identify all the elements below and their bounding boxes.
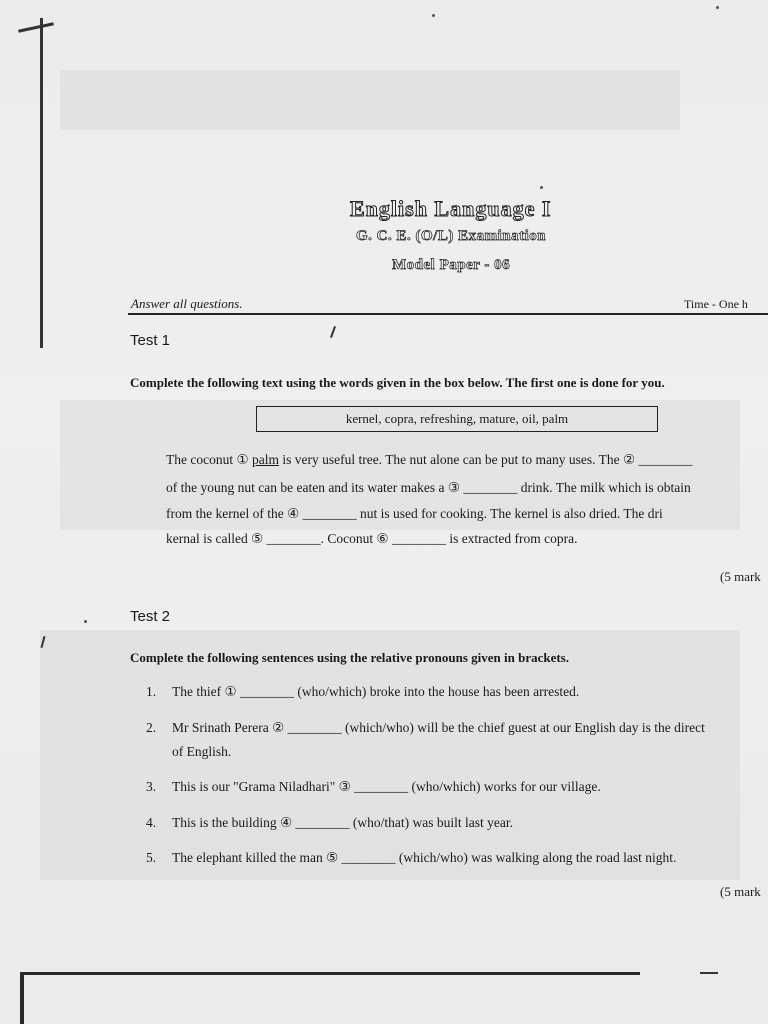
list-item — [146, 815, 513, 831]
speck — [540, 186, 543, 189]
text: from the kernel of the — [166, 506, 288, 521]
bottom-frame-edge — [20, 972, 24, 1024]
blank-number-2: ② — [623, 452, 636, 467]
list-item — [146, 850, 676, 866]
header-rule — [128, 313, 768, 315]
item-number: 2. — [146, 720, 157, 735]
test2-heading: Test 2 — [130, 608, 171, 625]
list-item — [146, 684, 579, 700]
item-number: 1. — [146, 684, 157, 699]
speck — [432, 14, 435, 17]
pen-mark — [330, 326, 336, 338]
blank-number-1: ① — [236, 452, 249, 467]
speck — [84, 620, 87, 623]
text-with-blank-5[interactable]: ________. Coconut — [263, 531, 377, 546]
item-text[interactable]: This is our "Grama Niladhari" ③ ________ (who/which) works for our village. — [172, 779, 601, 794]
test1-line-4 — [166, 531, 578, 547]
margin-rule-top — [18, 22, 54, 32]
text: is very useful tree. The nut alone can be put to many uses. The — [278, 452, 624, 467]
blank-number-5: ⑤ — [251, 531, 264, 546]
blank-2[interactable]: ________ — [635, 452, 693, 467]
exam-subtitle: G. C. E. (O/L) Examination — [356, 228, 547, 244]
exam-title: English Language I — [350, 196, 552, 221]
test1-line-1 — [166, 452, 693, 468]
text: of the young nut can be eaten and its water makes a — [166, 480, 448, 495]
blank-number-3: ③ — [447, 480, 461, 495]
test1-marks: (5 mark — [720, 569, 761, 584]
answer-example: palm — [251, 452, 279, 467]
test1-directive: Complete the following text using the words given in the box below. The first one is done for you. — [130, 375, 665, 390]
paper-number: Model Paper - 06 — [392, 257, 511, 273]
test2-marks: (5 mark — [720, 884, 761, 899]
bleed-through-smudge — [40, 630, 740, 880]
item-number: 4. — [146, 815, 157, 830]
item-text[interactable]: The elephant killed the man ⑤ ________ (which/who) was walking along the road last night. — [172, 850, 677, 865]
item-text[interactable]: The thief ① ________ (who/which) broke into the house has been arrested. — [172, 684, 580, 699]
bottom-rule — [20, 972, 640, 975]
instruction-text: Answer all questions. — [131, 296, 243, 311]
word-box: kernel, copra, refreshing, mature, oil, palm — [256, 406, 658, 432]
bleed-through-smudge — [60, 70, 680, 130]
list-item — [146, 779, 601, 795]
item-continuation: of English. — [172, 744, 232, 759]
item-text[interactable]: This is the building ④ ________ (who/that) was built last year. — [172, 815, 513, 830]
item-number: 5. — [146, 850, 157, 865]
text-with-blank-4[interactable]: ________ nut is used for cooking. The kernel is also dried. The dri — [299, 506, 663, 521]
item-number: 3. — [146, 779, 157, 794]
time-allowed: Time - One h — [684, 297, 748, 311]
text-with-blank-6[interactable]: ________ is extracted from copra. — [388, 531, 578, 546]
dash-mark — [700, 972, 718, 974]
margin-rule — [40, 18, 43, 348]
item-text[interactable]: Mr Srinath Perera ② ________ (which/who) will be the chief guest at our English day is the direct — [172, 720, 705, 735]
list-item — [146, 720, 705, 736]
text: kernal is called — [166, 531, 252, 546]
blank-number-6: ⑥ — [376, 531, 389, 546]
test1-heading: Test 1 — [130, 332, 171, 349]
test1-line-3 — [166, 506, 663, 522]
test1-line-2 — [166, 480, 691, 496]
text-with-blank-3[interactable]: ________ drink. The milk which is obtain — [460, 480, 691, 495]
test2-directive: Complete the following sentences using the relative pronouns given in brackets. — [130, 650, 569, 665]
speck — [716, 6, 719, 9]
text: The coconut — [166, 452, 237, 467]
blank-number-4: ④ — [287, 506, 300, 521]
